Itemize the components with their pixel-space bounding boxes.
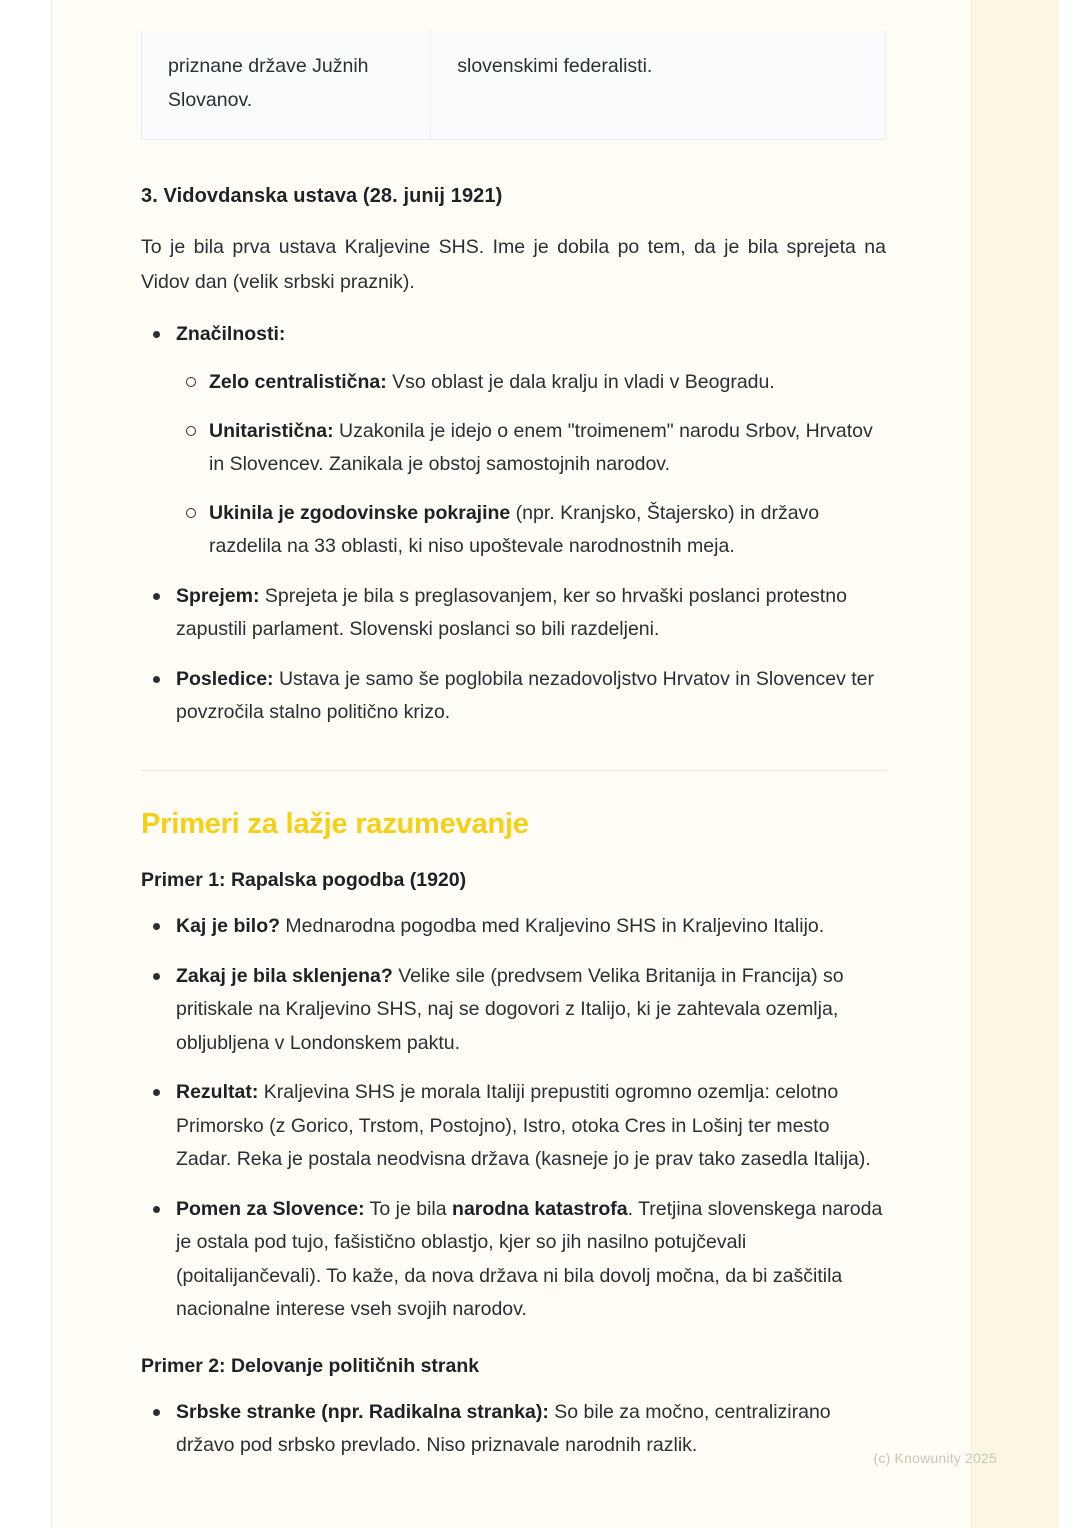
table-cell-right: slovenskimi federalisti. [457,55,653,77]
example1-heading: Primer 1: Rapalska pogodba (1920) [141,868,467,891]
section3-sublist [176,366,886,564]
section-intro-paragraph: To je bila prva ustava Kraljevine SHS. Ime je dobila po tem, da je bila sprejeta na Vidov dan (velik srbski praznik). [141,236,886,293]
list-item-label: Zakaj je bila sklenjena? [176,964,393,987]
sublist-item-label: Ukinila je zgodovinske pokrajine [209,501,511,524]
document-content [141,0,886,1463]
section-divider [141,770,886,771]
list-item-text: Ustava je samo še poglobila nezadovoljstvo Hrvatov in Slovencev ter povzročila stalno politično krizo. [176,667,875,724]
sublist-item-text: Uzakonila je idejo o enem "troimenem" narodu Srbov, Hrvatov in Slovencev. Zanikala je obstoj samostojnih narodov. [209,419,873,476]
list-item-text-part2: . Tretjina slovenskega naroda je ostala pod tujo, fašistično oblastjo, kjer so jih nasilno potujčevali (poitalijančevali). To kaže, da nova država ni bila dovolj močna, da bi zaščitila nacionalne interese vseh svojih narodov. [176,1197,883,1321]
table-cell-left: priznane države Južnih Slovanov. [142,31,431,139]
list-item-text: Velike sile (predvsem Velika Britanija in Francija) so pritiskale na Kraljevino SHS, naj se dogovori z Italijo, ki je zahtevala ozemlja, obljubljena v Londonskem paktu. [176,964,844,1054]
sublist-item-label: Unitaristična: [209,419,334,442]
watermark: (c) Knowunity 2025 [873,1450,997,1466]
document-page [51,0,1059,1528]
section-heading-vidovdanska: 3. Vidovdanska ustava (28. junij 1921) [141,185,503,208]
example1-list [141,910,886,1327]
sublist-item-text: (npr. Kranjsko, Štajersko) in državo razdelila na 33 oblasti, ki niso upoštevale narodnostnih meja. [209,501,820,558]
list-item-label: Posledice: [176,667,274,690]
list-item-text-part1: To je bila [364,1197,453,1220]
list-item-label: Pomen za Slovence: [176,1197,365,1220]
list-item-text: Kraljevina SHS je morala Italiji prepustiti ogromno ozemlja: celotno Primorsko (z Gorico, Trstom, Postojno), Istro, otoka Cres in Lošinj ter mesto Zadar. Reka je postala neodvisna država (kasneje jo je prav tako zasedla Italija). [176,1081,871,1171]
list-item [141,1076,886,1177]
list-item [141,1396,886,1463]
list-item-emphasis: narodna katastrofa [452,1197,628,1220]
list-item [176,415,886,482]
list-item [141,663,886,730]
list-item [141,318,886,564]
example2-heading: Primer 2: Delovanje političnih strank [141,1354,480,1377]
list-item-label: Značilnosti: [176,322,286,345]
example2-list [141,1396,886,1463]
list-item-text: Mednarodna pogodba med Kraljevino SHS in Kraljevino Italijo. [280,914,825,937]
list-item [176,366,886,400]
list-item-label: Srbske stranke (npr. Radikalna stranka): [176,1400,549,1423]
section3-list [141,318,886,730]
list-item [141,910,886,944]
sublist-item-label: Zelo centralistična: [209,371,387,394]
comparison-table [141,31,886,140]
list-item-text: Sprejeta je bila s preglasovanjem, ker so hrvaški poslanci protestno zapustili parlament. Slovenski poslanci so bili razdeljeni. [176,584,847,641]
list-item [176,497,886,564]
list-item-label: Kaj je bilo? [176,914,281,937]
list-item-text: So bile za močno, centralizirano državo pod srbsko prevlado. Niso priznavale narodnih razlik. [176,1400,831,1457]
list-item-label: Sprejem: [176,584,260,607]
list-item [141,580,886,647]
examples-heading: Primeri za lažje razumevanje [141,807,529,840]
sublist-item-text: Vso oblast je dala kralju in vladi v Beogradu. [386,371,775,394]
page-right-margin [971,0,1059,1528]
list-item [141,1193,886,1327]
list-item [141,960,886,1061]
list-item-label: Rezultat: [176,1081,259,1104]
